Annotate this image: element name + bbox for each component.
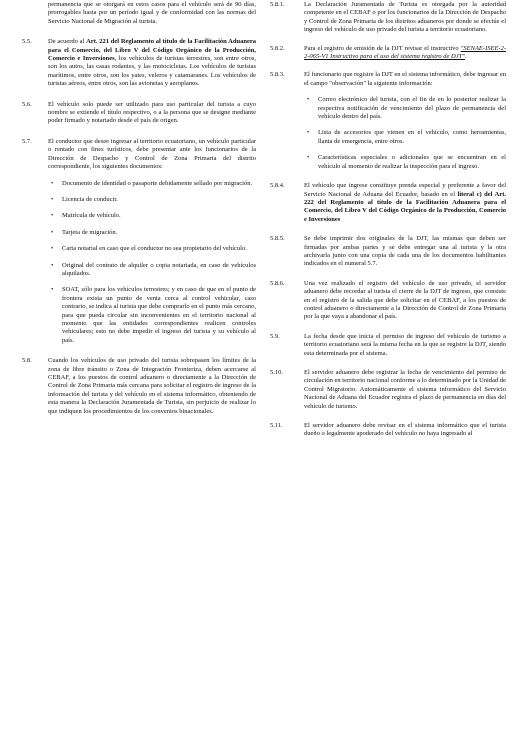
section-body: La fecha desde que inicia el permiso de ingreso del vehículo de turismo a territorio ecuatoriano será la misma fecha en la que se registre la DJT, siendo esta determinada por el sistema. [304,332,506,357]
section-intro: El funcionario que registre la DJT en el sistema informático, debe ingresar en el campo "observación" la siguiente información: [304,71,506,87]
section-5-10 [270,369,506,411]
bold-reference: literal c) del Art. 222 del Reglamento al título de la Facilitación Aduanera para el Comercio, del Libro V del Código Orgánico de la Producción, Comercio e Inversiones [304,190,507,223]
observation-list [304,96,506,171]
section-number: 5.8.2. [270,44,285,52]
section-5-6 [22,101,256,126]
section-number: 5.6. [22,100,32,108]
section-body: El vehículo solo puede ser utilizado para uso particular del turista a cuyo nombre se extiende el título respectivo, o a la persona que se designe mediante poder firmado y notariado desde el país de origen. [48,100,256,125]
instructivo-reference: "SENAE-ISEE-2-2-065-V1 Instructivo para el uso del sistema registro de DJT" [304,44,506,61]
section-body: Cuando los vehículos de uso privado del turista sobrepasen los límites de la zona de libre tránsito o Zona de Integración Fronteriza, deben acercarse al CEBAF, a los puestos de control aduanero o directamente a la Dirección de Control de Zona Primaria más cercana para solicitar el registro de ingreso de la información del turista y del vehículo en el sistema informático, obteniendo de esta manera la Declaración Juramentada de Turista, sin perjuicio de realizar lo que indiquen los procedimientos de los convenios binacionales. [48,357,256,415]
section-5-8-4 [270,182,506,224]
section-body: Para el registro de emisión de la DJT revisar el instructivo "SENAE-ISEE-2-2-065-V1 Instructivo para el uso del sistema registro de DJT". [304,44,506,61]
list-item: • Correo electrónico del turista, con el fin de en lo posterior realizar la respectiva notificación de vencimiento del plazo de permanencia del vehículo dentro del país. [307,96,506,121]
section-number: 5.9. [270,332,280,340]
section-number: 5.11. [270,422,283,430]
section-number: 5.8.5. [270,235,285,243]
section-body: El vehículo que ingrese constituye prenda especial y preferente a favor del Servicio Nacional de Aduana del Ecuador, basado en el literal c) del Art. 222 del Reglamento al título de la Facilitación Aduanera para el Comercio, del Libro V del Código Orgánico de la Producción, Comercio e Inversiones [304,182,507,223]
bold-reference: Art. 221 del Reglamento al título de la Facilitación Aduanera para el Comercio, del Libro V del Código Orgánico de la Producción, Comercio e Inversiones [48,38,256,63]
section-5-7 [22,138,256,345]
list-item: • Original del contrato de alquiler o copia notariada, en caso de vehículos alquilados. [51,261,256,277]
right-column [270,0,506,439]
list-item: • Lista de accesorios que vienen en el vehículo, como herramientas, llanta de emergencia, entre otros. [307,129,506,145]
section-body: Una vez realizado el registro del vehículo de uso privado, el servidor aduanero debe recordar al turista el cierre de la DJT de ingreso, que consiste en el registro de la salida que debe solicitar en el CEBAF, a los puestos de control aduanero o directamente a la Dirección de Control de Zona Primaria por la que vaya a abandonar el país. [304,279,506,321]
document-list [48,180,256,346]
section-number: 5.8.3. [270,71,285,79]
section-number: 5.8.6. [270,279,285,287]
section-5-8-2 [270,45,506,62]
section-5-8-5 [270,235,506,269]
section-body: De acuerdo al Art. 221 del Reglamento al título de la Facilitación Aduanera para el Comercio, del Libro V del Código Orgánico de la Producción, Comercio e Inversiones, los vehículos de turistas terrestres, son entre otros, son los autos, las casas rodantes, y las motocicletas. Los vehículos de turistas marítimos, entre otros, son los yates, veleros y catamaranes. Los vehículos de turistas aéreos, entre otros, son las avionetas y aeroplanos. [48,38,256,88]
section-body: El servidor aduanero debe revisar en el sistema informático que el turista dueño o legalmente apoderado del vehículo no haya ingresado al [304,422,506,438]
section-5-5 [22,38,256,88]
section-body: Se debe imprimir dos originales de la DJT, las mismas que deben ser firmadas por ambas partes y se debe entregar una al turista y la otra archivarla junto con una copia de cada una de los documentos habilitantes indicados en el numeral 5.7. [304,235,506,268]
section-number: 5.8.4. [270,182,285,190]
section-number: 5.8. [22,357,32,365]
left-column [22,0,256,416]
section-5-11 [270,422,506,439]
section-body [48,138,256,345]
intro-paragraph [48,1,256,26]
section-body: La Declaración Juramentada de Turista es otorgada por la autoridad competente en el CEBAF o por los funcionarios de la Dirección de Despacho y Control de Zona Primaria de los distritos aduaneros por donde se efectúe el ingreso del vehículo de uso privado del turista a territorio ecuatoriano. [304,1,506,34]
section-number: 5.10. [270,369,283,376]
list-item: • Matrícula de vehículo. [51,212,121,220]
list-item: • SOAT, sólo para los vehículos terrestres; y en caso de que en el punto de frontera exista un punto de venta cerca al control vehicular, caso contrario, se indica al turista que debe comprarlo en el punto más cercano, para que pueda circular sin inconvenientes en el territorio nacional al momento que las entidades correspondientes realicen controles vehiculares; esto no debe impedir el ingreso del turista y su vehículo al país. [51,286,256,344]
section-5-8-6 [270,280,506,322]
section-5-8-1 [270,1,506,35]
section-5-9 [270,333,506,358]
list-item: • Carta notarial en caso que el conductor no sea propietario del vehículo. [51,245,247,253]
list-item: • Documento de identidad o pasaporte debidamente sellado por migración. [51,179,253,187]
list-item: • Tarjeta de migración. [51,228,118,236]
section-intro: El conductor que desee ingresar al territorio ecuatoriano, un vehículo particular o rentado con fines turísticos, debe presentar ante los funcionarios de la Dirección de Despacho y Control de Zona Primaria del distrito correspondiente, los siguientes documentos: [48,137,256,171]
list-item: • Características especiales o adicionales que se encuentran en el vehículo al momento de realizar la inspección para el ingreso. [307,154,506,170]
list-item: • Licencia de conducir. [51,195,118,203]
intro-text: permanencia que se otorgará en estos casos para el vehículo será de 90 días, prorrogables hasta por un período igual y de conformidad con las normas del Servicio Nacional de Migración al turista. [48,1,256,25]
section-5-8-3 [270,71,506,171]
section-number: 5.7. [22,137,32,145]
section-body [304,71,506,171]
section-body: El servidor aduanero debe registrar la fecha de vencimiento del permiso de circulación en territorio nacional conforme a lo determinado por la Unidad de Control Migratorio. Automáticamente el sistema informático del Servicio Nacional de Aduana del Ecuador registra el plazo de permanencia en días del vehículo de turismo. [304,369,506,410]
section-number: 5.5. [22,38,32,46]
section-5-8 [22,357,256,416]
section-number: 5.8.1. [270,1,285,8]
